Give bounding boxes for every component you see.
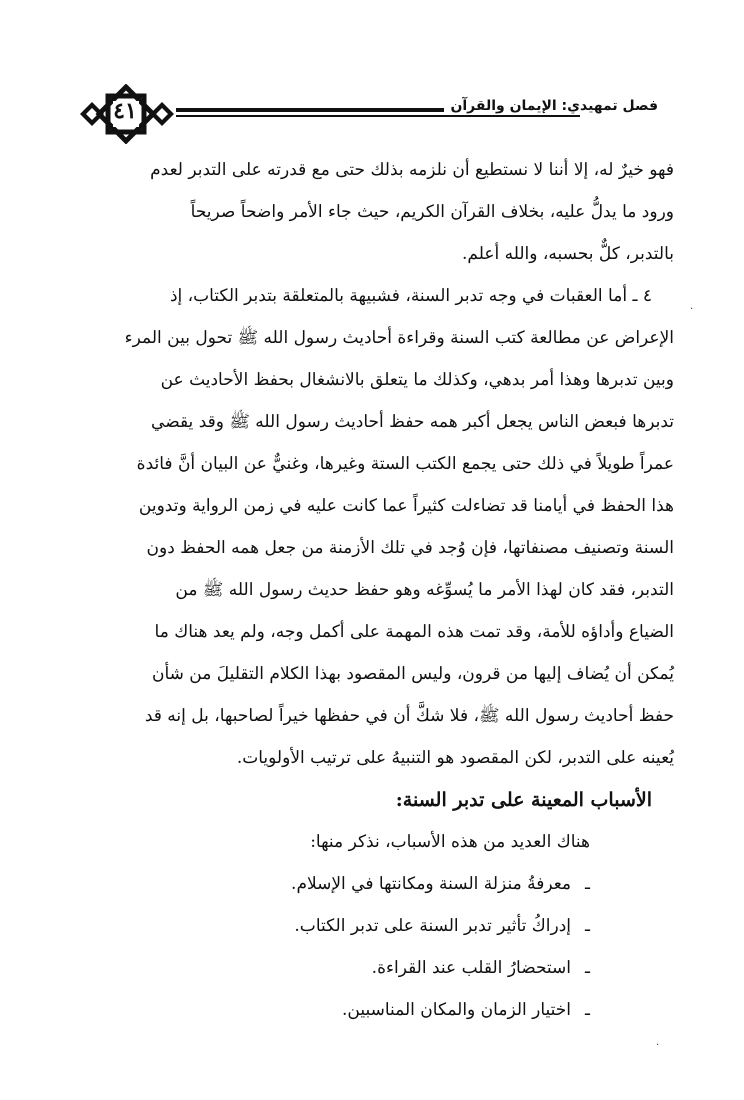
list-item-text: اختيار الزمان والمكان المناسبين. (341, 1000, 572, 1020)
text-line: الإعراض عن مطالعة كتب السنة وقراءة أحاديث رسول الله ﷺ تحول بين المرء (124, 328, 674, 348)
list-item (291, 864, 590, 904)
text-line: السنة وتصنيف مصنفاتها، فإن وُجد في تلك الأزمنة من جعل همه الحفظ دون (146, 538, 674, 558)
list-item (372, 948, 590, 988)
text-line: يُمكن أن يُضاف إليها من قرون، وليس المقصود بهذا الكلام التقليلَ من شأن (151, 664, 674, 684)
list-item-text: استحضارُ القلب عند القراءة. (371, 958, 572, 978)
text-line: الضياع وأداؤه للأمة، وقد تمت هذه المهمة على أكمل وجه، ولم يعد هناك ما (154, 622, 674, 642)
list-item-text: معرفةُ منزلة السنة ومكانتها في الإسلام. (291, 874, 572, 894)
text-line: حفظ أحاديث رسول الله ﷺ، فلا شكَّ أن في حفظها خيراً لصاحبها، بل إنه قد (144, 706, 674, 726)
text-line: ورود ما يدلُّ عليه، بخلاف القرآن الكريم، حيث جاء الأمر واضحاً صريحاً (190, 202, 674, 222)
bullet-dash: ـ (585, 916, 590, 936)
text-line: ٤ ـ أما العقبات في وجه تدبر السنة، فشبيهة بالمتعلقة بتدبر الكتاب، إذ (169, 286, 652, 306)
text-line: هذا الحفظ في أيامنا قد تضاءلت كثيراً عما كانت عليه في زمن الرواية وتدوين (138, 496, 674, 516)
text-line: التدبر، فقد كان لهذا الأمر ما يُسوِّغه وهو حفظ حديث رسول الله ﷺ من (175, 580, 674, 600)
section-heading: الأسباب المعينة على تدبر السنة: (395, 789, 652, 811)
list-item-text: إدراكُ تأثير تدبر السنة على تدبر الكتاب. (294, 916, 572, 936)
scan-speck: · (690, 304, 694, 315)
chapter-title: فصل تمهيدي: الإيمان والقرآن (444, 98, 658, 114)
list-item (294, 906, 590, 946)
text-line: فهو خيرٌ له، إلا أننا لا نستطيع أن نلزمه بذلك حتى مع قدرته على التدبر لعدم (150, 160, 674, 180)
text-line: يُعينه على التدبر، لكن المقصود هو التنبيهُ على ترتيب الأولويات. (236, 748, 674, 768)
section-intro: هناك العديد من هذه الأسباب، نذكر منها: (310, 832, 590, 852)
text-line: عمراً طويلاً في ذلك حتى يجمع الكتب الستة وغيرها، وغنيٌّ عن البيان أنَّ فائدة (136, 454, 674, 474)
text-line: تدبرها فبعض الناس يجعل أكبر همه حفظ أحاديث رسول الله ﷺ وقد يقضي (151, 412, 674, 432)
list-item (342, 990, 590, 1030)
bullet-dash: ـ (585, 1000, 590, 1020)
bullet-dash: ـ (585, 874, 590, 894)
text-line: بالتدبر، كلٌّ بحسبه، والله أعلم. (462, 244, 674, 264)
page-number: ٤١ (113, 98, 137, 124)
running-header (78, 84, 658, 144)
text-line: وبين تدبرها وهذا أمر بدهي، وكذلك ما يتعلق بالانشغال بحفظ الأحاديث عن (160, 370, 674, 390)
bullet-dash: ـ (585, 958, 590, 978)
scan-speck: · (656, 1040, 660, 1051)
header-rule-thin (176, 115, 580, 117)
